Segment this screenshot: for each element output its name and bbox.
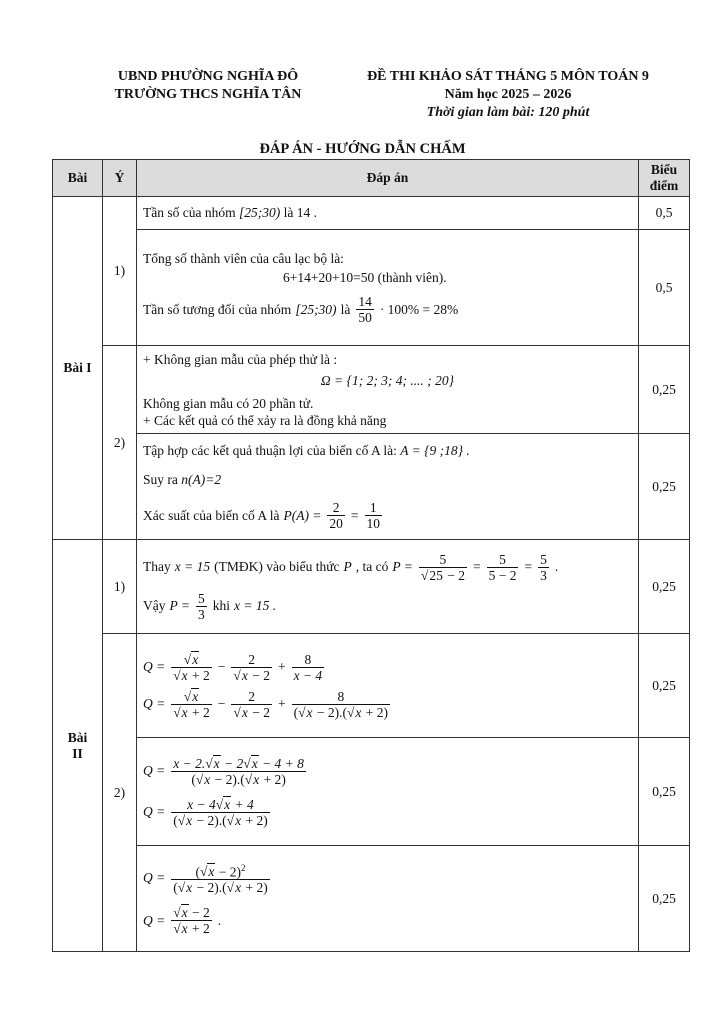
math-count: n(A)=2 [181,472,222,487]
radicand: x [181,921,188,937]
col-header-dap-an: Đáp án [137,160,639,197]
text: Thay [143,559,171,574]
math-Q-eq: Q = [143,804,166,819]
text: − 2 [248,667,270,683]
bai-1-y2: 2) [103,346,137,540]
numerator: 5 [540,551,547,567]
numerator: 5 [419,552,467,568]
radicand: x [181,905,188,921]
answer-cell [137,738,639,846]
bai-2-y1: 1) [103,540,137,634]
text: ( [222,880,227,896]
fraction: $\frac{2}{√x - 2}$ [233,651,270,683]
math-x: x = 15 [174,559,211,574]
text: ) [281,771,286,787]
text: ( [173,812,178,828]
radicand: x [192,651,199,667]
text: . [339,704,343,720]
text: là [283,205,294,220]
text: . [236,771,241,787]
text: ) [214,812,219,828]
score: 0,25 [639,434,690,540]
bai-1-y1: 1) [103,197,137,346]
answer-cell: Tập hợp các kết quả thuận lợi của biến cố A là: A = {9 ;18} . Suy ra n(A)=2 Xác suất của biến cố A là P(A) = $\frac{2}{20}$ = $\frac{1}{10}$ [137,434,639,540]
text: ( [240,771,245,787]
text: Tần số tương đối của nhóm [143,301,292,317]
math-interval: [25;30) [295,301,337,317]
text: ) [263,812,268,828]
score: 0,25 [639,540,690,634]
math-Q-eq: Q = [143,696,166,711]
fraction [327,500,345,531]
text: − 2 [193,812,215,828]
table-row [53,434,690,540]
answer-cell [137,230,639,346]
table-row [53,738,690,846]
text: + Các kết quả có thể xảy ra là đồng khả năng [143,412,387,428]
exponent: 2 [240,862,246,873]
text: + Không gian mẫu của phép thử là : [143,351,338,367]
text: + 2 [242,812,264,828]
text: , ta có [355,559,389,574]
numerator: 14 [358,294,372,309]
fraction [419,552,467,583]
math-P-eq: P = [392,559,413,574]
text: . [218,880,223,896]
school-header [88,68,328,104]
fraction [292,652,325,683]
text: ( [342,704,347,720]
radicand: x [224,796,231,812]
denominator: 50 [358,310,372,325]
fraction [365,500,383,531]
denominator: 5 − 2 [488,567,517,583]
math-prob: P(A) = [283,507,322,523]
answer-cell [137,346,639,434]
text: khi [212,598,231,613]
radicand: x [235,880,242,896]
text: ( [173,880,178,896]
numerator: 8 [292,689,390,705]
text: x − 4 [187,796,216,812]
bai-2-y2: 2) [103,634,137,952]
text: ) [236,864,241,880]
text: ( [195,864,200,880]
radicand: x [181,704,188,720]
text: − 2 [443,567,465,583]
math-sum: 6+14+20+10=50 [283,270,375,285]
score: 0,25 [639,738,690,846]
text: ( [222,812,227,828]
text: Tần số của nhóm [143,205,236,220]
sample-space: Ω = {1; 2; 3; 4; .... ; 20} [320,372,455,388]
text: II [72,745,83,761]
table-row [53,197,690,230]
radicand: x [241,667,248,683]
col-header-bai: Bài [53,160,103,197]
numerator: 5 [198,590,205,606]
text: Tổng số thành viên của câu lạc bộ là: [143,251,344,266]
fraction: $\frac{√x}{√x + 2}$ [173,688,210,720]
answer-cell [137,197,639,230]
denominator: 3 [198,606,205,622]
radicand: x [306,704,313,720]
text: ) [334,704,340,720]
text: ) [232,771,237,787]
radicand: x [235,812,242,828]
department-name: UBND PHƯỜNG NGHĨA ĐÔ [117,69,299,84]
exam-title: ĐỀ THI KHẢO SÁT THÁNG 5 MÔN TOÁN 9 [367,69,649,84]
fraction [538,552,549,583]
text: Không gian mẫu có 20 phần tử. [143,395,314,411]
numerator: 8 [292,652,325,668]
denominator: √25 − 2 [420,567,465,583]
radicand: 25 [429,567,443,583]
text: ) [263,880,268,896]
text: (thành viên). [377,270,447,285]
denominator: 3 [540,567,547,583]
text: − 2 [211,771,233,787]
numerator: 2 [231,689,272,705]
fraction: $\frac{(√x - 2)^2}{(√x - 2).(√x + 2)}$ [173,862,268,896]
answer-cell: Thay x = 15 (TMĐK) vào biểu thức P , ta có P = $\frac{5}{√25 - 2}$ = $\frac{5}{5 - 2}$ = $\frac{5}{3}$ . Vậy P = $\frac{5}{3}$ khi x = 15 . [137,540,639,634]
score: 0,25 [639,346,690,434]
text: − 2 [248,704,270,720]
table-row [53,540,690,634]
text: ) [383,704,389,720]
text: + 2 [188,921,210,937]
text: Suy ra [143,472,178,487]
fraction: $\frac{2}{√x - 2}$ [233,688,270,720]
text: − 2 [188,905,210,921]
operator: + [277,696,286,711]
table-row [53,230,690,346]
score: 0,25 [639,634,690,738]
text: + 2 [188,704,210,720]
math-x: x = 15 . [234,598,277,613]
text: + 2 [242,880,264,896]
radicand: x [181,667,188,683]
text: x − 2. [173,755,206,771]
bai-2-label [53,540,103,952]
text: + 2 [188,667,210,683]
numerator: 2 [327,500,345,516]
math-P: P [343,559,352,574]
fraction: $\frac{√x - 2}{√x + 2}$ [173,905,210,937]
text: − 4 + 8 [258,755,304,771]
radicand: x [204,771,211,787]
fraction: $\frac{x - 2.√x - 2√x - 4 + 8}{(√x - 2).(√x + 2)}$ [173,755,304,787]
exam-duration: Thời gian làm bài: 120 phút [426,105,590,120]
bai-1-label: Bài I [53,197,103,540]
fraction [356,294,374,325]
math-Q-eq: Q = [143,763,166,778]
fraction: $\frac{x - 4√x + 4}{(√x - 2).(√x + 2)}$ [173,796,268,828]
col-header-bieu-diem: Biểu điểm [639,160,690,197]
fraction [487,552,519,583]
score: 0,5 [639,197,690,230]
table-row [53,346,690,434]
numerator: 2 [231,652,272,668]
fraction: $\frac{8}{(√x - 2).(√x + 2)}$ [293,688,389,720]
operator: − [217,696,226,711]
fraction [196,591,207,622]
score: 0,5 [639,230,690,346]
favourable-set: A = {9 ;18} . [400,443,470,458]
operator: − [217,659,226,674]
radicand: x [251,755,258,771]
answer-cell [137,846,639,952]
radicand: x [186,880,193,896]
math-value: 14 . [296,205,317,220]
math-Q-eq: Q = [143,659,166,674]
numerator: 5 [487,552,519,568]
page-title: ĐÁP ÁN - HƯỚNG DẪN CHẤM [259,141,466,157]
denominator: 10 [366,516,381,531]
fraction: $\frac{√x}{√x + 2}$ [173,651,210,683]
school-name: TRƯỜNG THCS NGHĨA TÂN [114,87,302,102]
text: ( [191,771,196,787]
text: + 2 [260,771,282,787]
denominator: 20 [329,516,343,531]
radicand: x [192,688,199,704]
math-Q-eq: Q = [143,912,166,928]
radicand: x [186,812,193,828]
operator: + [277,659,286,674]
school-year: Năm học 2025 – 2026 [444,87,572,102]
text: − 2 [313,704,335,720]
exam-header [338,68,678,122]
answer-cell [137,634,639,738]
radicand: x [241,704,248,720]
table-row [53,634,690,738]
text: . [217,912,222,928]
text: − 2 [193,880,215,896]
score: 0,25 [639,846,690,952]
math-percent: · 100% = 28% [379,301,459,317]
text: Tập hợp các kết quả thuận lợi của biến cố A là: [143,443,397,458]
table-header-row [53,160,690,197]
radicand: x [213,755,220,771]
text: . [218,812,223,828]
numerator: 1 [365,500,383,516]
math-P-eq: P = [169,598,190,613]
radicand: x [355,704,362,720]
text: Bài [67,729,88,745]
col-header-y: Ý [103,160,137,197]
denominator: x − 4 [293,667,323,683]
text: ) [214,880,219,896]
text: − 2 [220,755,244,771]
text: + 4 [231,796,254,812]
text: + 2 [362,704,384,720]
text: Vậy [143,598,166,613]
radicand: x [208,864,215,880]
answer-table [52,159,690,952]
math-interval: [25;30) [238,205,281,220]
table-row [53,846,690,952]
text: là [340,301,351,317]
text: ( [293,704,299,720]
radicand: x [253,771,260,787]
math-Q-eq: Q = [143,870,166,885]
text: (TMĐK) vào biểu thức [214,559,340,574]
text: − 2 [215,864,237,880]
text: Xác suất của biến cố A là [143,507,280,523]
